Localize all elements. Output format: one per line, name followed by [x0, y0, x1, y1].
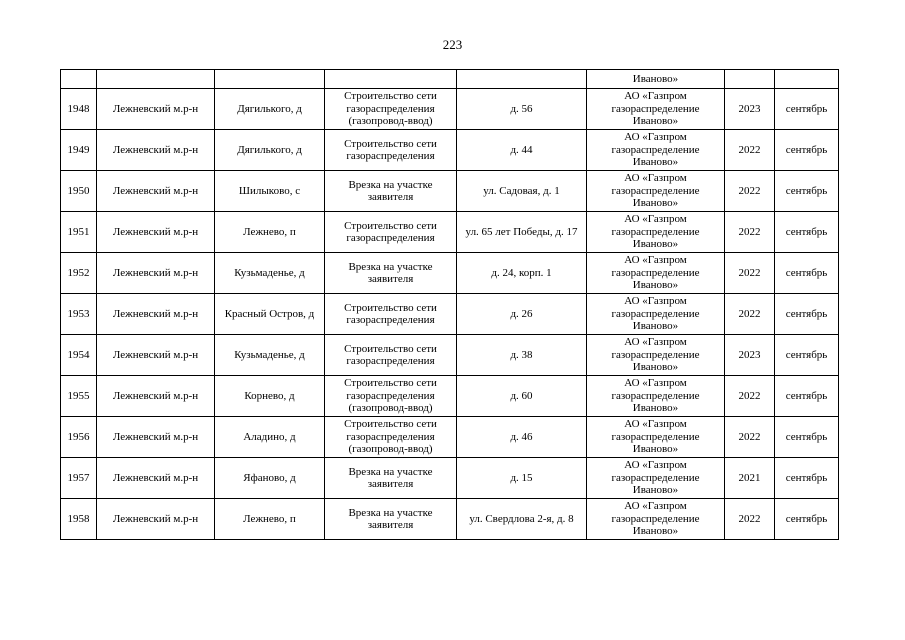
cell-address: д. 60 — [457, 376, 587, 417]
cell-address: ул. 65 лет Победы, д. 17 — [457, 212, 587, 253]
cell-operator: АО «Газпром газораспределение Иваново» — [587, 376, 725, 417]
cell-district: Лежневский м.р-н — [97, 212, 215, 253]
cell-locality: Лежнево, п — [215, 212, 325, 253]
cell-work: Врезка на участке заявителя — [325, 499, 457, 540]
cell-work: Врезка на участке заявителя — [325, 253, 457, 294]
cell-address: д. 26 — [457, 294, 587, 335]
cell-district: Лежневский м.р-н — [97, 417, 215, 458]
cell-operator: АО «Газпром газораспределение Иваново» — [587, 417, 725, 458]
cell-month: сентябрь — [775, 335, 839, 376]
cell-year: 2022 — [725, 253, 775, 294]
cell-operator: АО «Газпром газораспределение Иваново» — [587, 130, 725, 171]
cell-district: Лежневский м.р-н — [97, 171, 215, 212]
cell-locality: Лежнево, п — [215, 499, 325, 540]
cell-work: Строительство сети газораспределения (газопровод-ввод) — [325, 417, 457, 458]
cell-year: 2022 — [725, 376, 775, 417]
cell-operator: АО «Газпром газораспределение Иваново» — [587, 458, 725, 499]
cell-locality: Шилыково, с — [215, 171, 325, 212]
cell-operator: АО «Газпром газораспределение Иваново» — [587, 294, 725, 335]
cell-year: 2022 — [725, 499, 775, 540]
cell-year: 2022 — [725, 130, 775, 171]
cell-locality: Аладино, д — [215, 417, 325, 458]
cell-num: 1955 — [61, 376, 97, 417]
cell-operator: АО «Газпром газораспределение Иваново» — [587, 212, 725, 253]
table-row — [61, 376, 839, 417]
cell-work: Строительство сети газораспределения — [325, 294, 457, 335]
cell-num: 1950 — [61, 171, 97, 212]
cell-district: Лежневский м.р-н — [97, 458, 215, 499]
cell-work: Врезка на участке заявителя — [325, 171, 457, 212]
page-number: 223 — [442, 37, 463, 52]
cell-locality: Корнево, д — [215, 376, 325, 417]
cell-address: д. 15 — [457, 458, 587, 499]
cell-work: Строительство сети газораспределения (газопровод-ввод) — [325, 376, 457, 417]
cell-operator: Иваново» — [587, 70, 725, 89]
table-row — [61, 171, 839, 212]
table-row — [61, 253, 839, 294]
cell-address: д. 38 — [457, 335, 587, 376]
cell-month: сентябрь — [775, 171, 839, 212]
cell-district: Лежневский м.р-н — [97, 294, 215, 335]
table-row — [61, 458, 839, 499]
cell-address: д. 24, корп. 1 — [457, 253, 587, 294]
cell-work: Строительство сети газораспределения — [325, 212, 457, 253]
cell-address: д. 44 — [457, 130, 587, 171]
cell-locality: Яфаново, д — [215, 458, 325, 499]
cell-year — [725, 70, 775, 89]
cell-work: Строительство сети газораспределения — [325, 130, 457, 171]
cell-locality: Дягилького, д — [215, 130, 325, 171]
table-row — [61, 294, 839, 335]
table-row — [61, 499, 839, 540]
cell-district: Лежневский м.р-н — [97, 89, 215, 130]
table-row — [61, 89, 839, 130]
cell-operator: АО «Газпром газораспределение Иваново» — [587, 499, 725, 540]
table-row — [61, 335, 839, 376]
cell-month: сентябрь — [775, 458, 839, 499]
cell-work — [325, 70, 457, 89]
cell-year: 2022 — [725, 171, 775, 212]
cell-month: сентябрь — [775, 130, 839, 171]
cell-address: д. 46 — [457, 417, 587, 458]
cell-locality — [215, 70, 325, 89]
cell-month: сентябрь — [775, 253, 839, 294]
cell-operator: АО «Газпром газораспределение Иваново» — [587, 171, 725, 212]
cell-num: 1957 — [61, 458, 97, 499]
cell-address — [457, 70, 587, 89]
cell-district — [97, 70, 215, 89]
continuation-row — [61, 70, 839, 89]
cell-locality: Кузьмаденье, д — [215, 253, 325, 294]
cell-work: Врезка на участке заявителя — [325, 458, 457, 499]
cell-year: 2021 — [725, 458, 775, 499]
cell-locality: Кузьмаденье, д — [215, 335, 325, 376]
cell-month: сентябрь — [775, 376, 839, 417]
cell-month: сентябрь — [775, 417, 839, 458]
cell-month: сентябрь — [775, 294, 839, 335]
cell-month: сентябрь — [775, 499, 839, 540]
cell-month: сентябрь — [775, 89, 839, 130]
cell-district: Лежневский м.р-н — [97, 130, 215, 171]
cell-year: 2022 — [725, 212, 775, 253]
cell-district: Лежневский м.р-н — [97, 335, 215, 376]
cell-num: 1956 — [61, 417, 97, 458]
cell-num: 1948 — [61, 89, 97, 130]
cell-operator: АО «Газпром газораспределение Иваново» — [587, 89, 725, 130]
cell-num: 1954 — [61, 335, 97, 376]
cell-num: 1953 — [61, 294, 97, 335]
cell-address: ул. Садовая, д. 1 — [457, 171, 587, 212]
cell-address: ул. Свердлова 2-я, д. 8 — [457, 499, 587, 540]
cell-operator: АО «Газпром газораспределение Иваново» — [587, 253, 725, 294]
cell-work: Строительство сети газораспределения — [325, 335, 457, 376]
table-row — [61, 417, 839, 458]
cell-address: д. 56 — [457, 89, 587, 130]
cell-year: 2023 — [725, 335, 775, 376]
gasification-table — [60, 69, 839, 540]
cell-num: 1952 — [61, 253, 97, 294]
cell-num: 1958 — [61, 499, 97, 540]
cell-work: Строительство сети газораспределения (газопровод-ввод) — [325, 89, 457, 130]
cell-num: 1949 — [61, 130, 97, 171]
cell-locality: Дягилького, д — [215, 89, 325, 130]
cell-district: Лежневский м.р-н — [97, 499, 215, 540]
cell-num: 1951 — [61, 212, 97, 253]
cell-year: 2022 — [725, 294, 775, 335]
cell-month: сентябрь — [775, 212, 839, 253]
cell-num — [61, 70, 97, 89]
cell-year: 2022 — [725, 417, 775, 458]
cell-locality: Красный Остров, д — [215, 294, 325, 335]
cell-district: Лежневский м.р-н — [97, 376, 215, 417]
cell-district: Лежневский м.р-н — [97, 253, 215, 294]
table-row — [61, 130, 839, 171]
table-row — [61, 212, 839, 253]
cell-month — [775, 70, 839, 89]
cell-operator: АО «Газпром газораспределение Иваново» — [587, 335, 725, 376]
cell-year: 2023 — [725, 89, 775, 130]
